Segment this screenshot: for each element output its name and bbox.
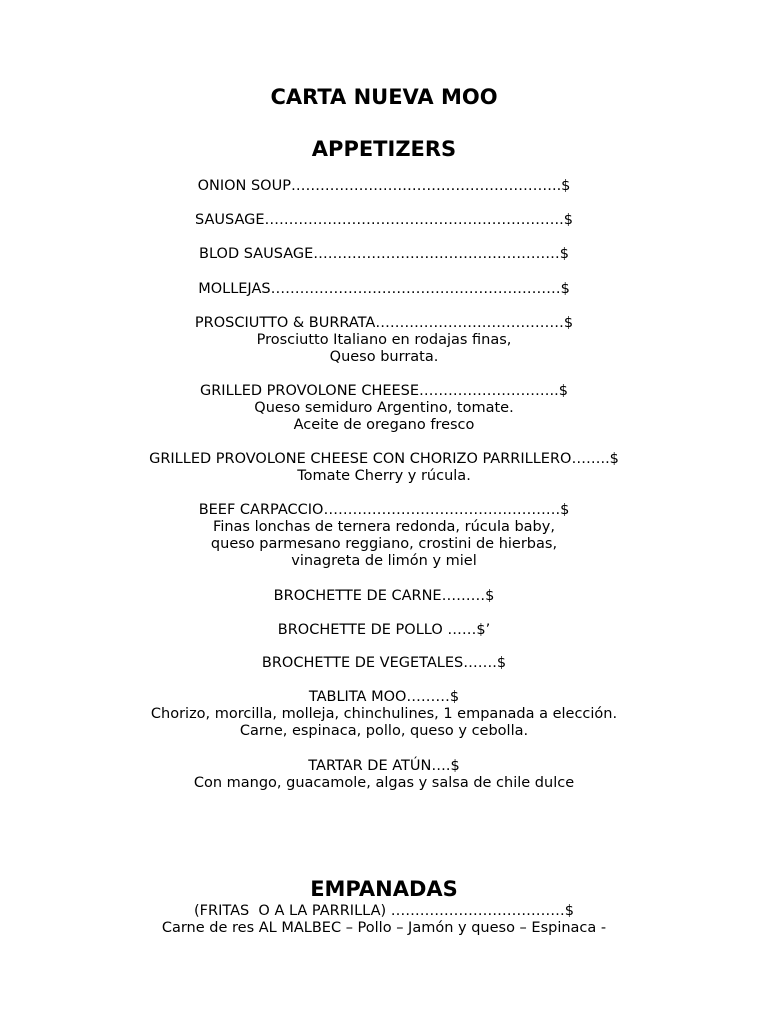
menu-item-description: Tomate Cherry y rúcula.: [297, 468, 471, 484]
menu-item-brochette-pollo: BROCHETTE DE POLLO ……$’: [277, 622, 491, 638]
menu-title: CARTA NUEVA MOO: [270, 85, 498, 109]
menu-item-description: queso parmesano reggiano, crostini de hierbas,: [210, 536, 558, 552]
menu-item-description: Carne, espinaca, pollo, queso y cebolla.: [239, 723, 529, 739]
menu-item-description: Con mango, guacamole, algas y salsa de chile dulce: [193, 775, 575, 791]
menu-item-brochette-vegetales: BROCHETTE DE VEGETALES…….$: [261, 655, 507, 671]
menu-item-beef-carpaccio: BEEF CARPACCIO………………………………………….$: [198, 502, 570, 518]
menu-item-description: Carne de res AL MALBEC – Pollo – Jamón y queso – Espinaca -: [161, 920, 607, 936]
menu-item-empanadas: (FRITAS O A LA PARRILLA) ………………………………$: [194, 903, 574, 919]
appetizers-heading: APPETIZERS: [311, 137, 457, 161]
menu-item-grilled-provolone: GRILLED PROVOLONE CHEESE………………………..$: [200, 383, 568, 399]
empanadas-heading: EMPANADAS: [310, 877, 458, 901]
menu-item-description: vinagreta de limón y miel: [291, 553, 477, 569]
menu-item-sausage: SAUSAGE……………………………………………………..$: [195, 212, 573, 228]
menu-item-onion-soup: ONION SOUP………………………………………………..$: [197, 178, 571, 194]
menu-item-description: Aceite de oregano fresco: [293, 417, 475, 433]
menu-item-mollejas: MOLLEJAS……………………………………………………$: [198, 281, 570, 297]
menu-item-provolone-chorizo: GRILLED PROVOLONE CHEESE CON CHORIZO PARRILLERO……..$: [149, 451, 619, 467]
menu-item-description: Finas lonchas de ternera redonda, rúcula baby,: [213, 519, 555, 535]
menu-item-prosciutto: PROSCIUTTO & BURRATA…………………………………$: [194, 315, 574, 331]
menu-item-description: Queso burrata.: [329, 349, 439, 365]
menu-item-description: Prosciutto Italiano en rodajas finas,: [256, 332, 512, 348]
menu-item-tartar-atun: TARTAR DE ATÚN….$: [308, 758, 460, 774]
menu-item-tablita-moo: TABLITA MOO………$: [308, 689, 460, 705]
menu-item-description: Queso semiduro Argentino, tomate.: [254, 400, 514, 416]
menu-item-description: Chorizo, morcilla, molleja, chinchulines, 1 empanada a elección.: [150, 706, 618, 722]
menu-item-brochette-carne: BROCHETTE DE CARNE………$: [273, 588, 495, 604]
menu-item-blod-sausage: BLOD SAUSAGE……………………………………………$: [199, 246, 569, 262]
